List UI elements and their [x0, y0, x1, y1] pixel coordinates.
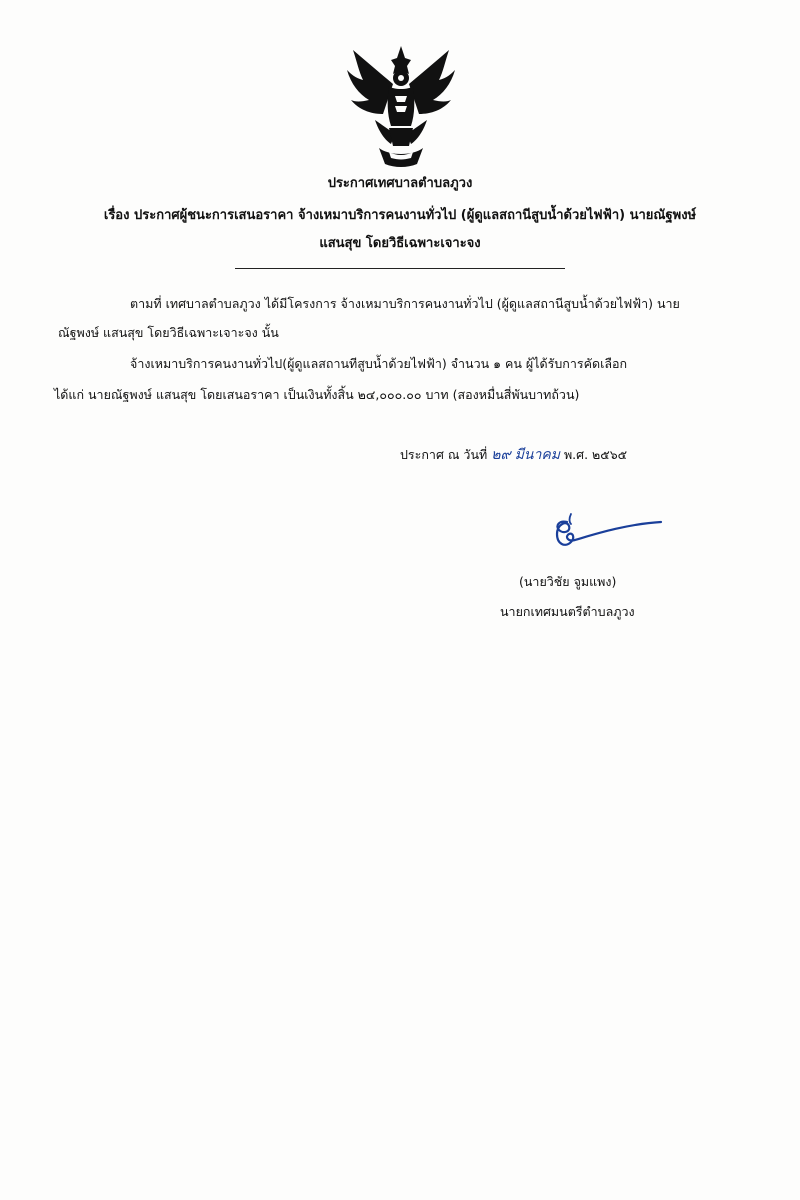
signatory-name: (นายวิชัย จูมแพง) [519, 574, 617, 589]
announcement-year: ๒๕๖๕ [592, 447, 628, 462]
signature-icon [545, 510, 665, 560]
signatory-position: นายกเทศมนตรีตำบลภูวง [500, 604, 635, 619]
announcement-prefix: ประกาศ ณ วันที่ [400, 447, 488, 462]
announcement-date [400, 444, 627, 466]
garuda-emblem-icon [345, 44, 457, 168]
subject-line-1: เรื่อง ประกาศผู้ชนะการเสนอราคา จ้างเหมาบริการคนงานทั่วไป (ผู้ดูแลสถานีสูบน้ำด้วยไฟฟ้า) นายณัฐพงษ์ [103, 208, 697, 223]
announcement-day: ๒๙ [491, 447, 511, 463]
subject-line-2: แสนสุข โดยวิธีเฉพาะเจาะจง [319, 236, 481, 251]
paragraph-1-line-1: ตามที่ เทศบาลตำบลภูวง ได้มีโครงการ จ้างเหมาบริการคนงานทั่วไป (ผู้ดูแลสถานีสูบน้ำด้วยไฟฟ้า) นาย [130, 296, 680, 311]
document-title: ประกาศเทศบาลตำบลภูวง [327, 176, 473, 191]
paragraph-2-line-2: ได้แก่ นายณัฐพงษ์ แสนสุข โดยเสนอราคา เป็นเงินทั้งสิ้น ๒๔,๐๐๐.๐๐ บาท (สองหมื่นสี่พันบาทถ้วน) [54, 387, 580, 402]
divider-line [235, 268, 565, 269]
paragraph-2-line-1: จ้างเหมาบริการคนงานทั่วไป(ผู้ดูแลสถานทีสูบน้ำด้วยไฟฟ้า) จำนวน ๑ คน ผู้ได้รับการคัดเลือก [130, 356, 628, 371]
announcement-era: พ.ศ. [563, 447, 589, 462]
paragraph-1-line-2: ณัฐพงษ์ แสนสุข โดยวิธีเฉพาะเจาะจง นั้น [58, 325, 279, 340]
announcement-month: มีนาคม [514, 447, 560, 463]
